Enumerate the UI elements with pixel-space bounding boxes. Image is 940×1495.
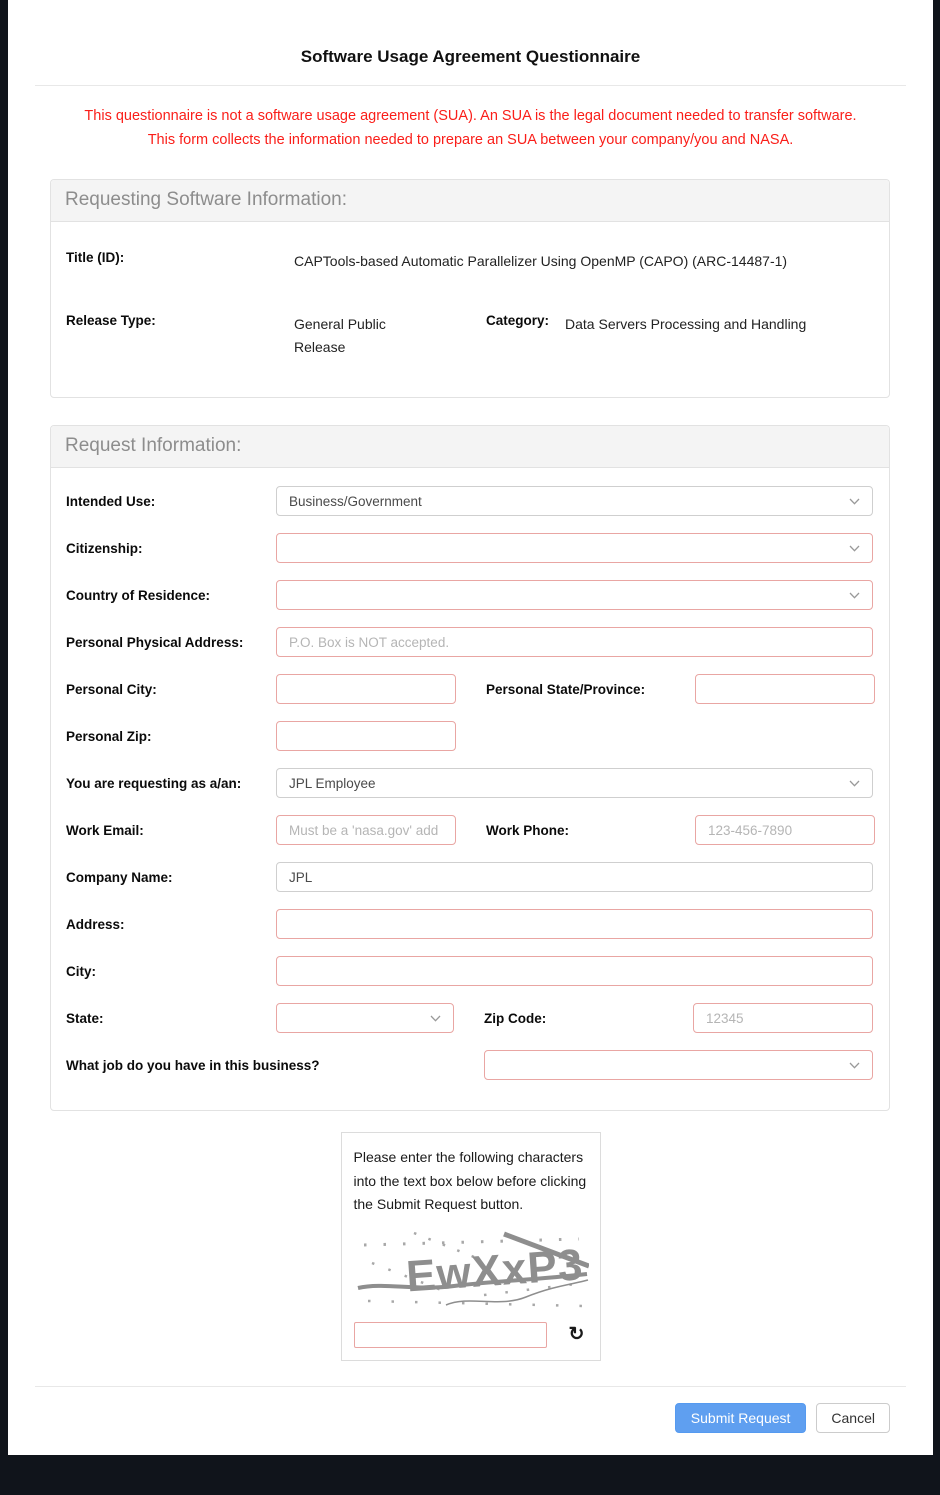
personal-zip-row	[66, 721, 873, 751]
work-phone-input[interactable]	[695, 815, 875, 845]
citizenship-row	[66, 533, 873, 563]
personal-state-input[interactable]	[695, 674, 875, 704]
citizenship-label: Citizenship:	[66, 540, 143, 556]
work-email-input[interactable]	[276, 815, 456, 845]
divider	[35, 1386, 906, 1387]
captcha-entry-row	[354, 1322, 588, 1348]
company-name-row	[66, 862, 873, 892]
requesting-as-label: You are requesting as a/an:	[66, 775, 242, 791]
state-zip-row	[66, 1003, 873, 1033]
divider	[35, 85, 906, 86]
personal-city-input[interactable]	[276, 674, 456, 704]
intended-use-value: Business/Government	[289, 493, 422, 509]
warning-line-1: This questionnaire is not a software usage agreement (SUA). An SUA is the legal document needed to transfer software.	[84, 108, 857, 124]
intended-use-select[interactable]	[276, 486, 873, 516]
request-info-section	[50, 425, 890, 1111]
personal-address-input[interactable]	[276, 627, 873, 657]
cancel-button[interactable]: Cancel	[816, 1403, 890, 1433]
address-input[interactable]	[276, 909, 873, 939]
city-label: City:	[66, 963, 96, 979]
personal-city-label: Personal City:	[66, 681, 157, 697]
city-row	[66, 956, 873, 986]
category-label: Category:	[486, 313, 550, 328]
personal-state-label: Personal State/Province:	[486, 681, 646, 697]
intended-use-label: Intended Use:	[66, 493, 156, 509]
chevron-down-icon	[849, 1062, 860, 1069]
state-select[interactable]	[276, 1003, 454, 1033]
title-id-value: CAPTools-based Automatic Parallelizer Using OpenMP (CAPO) (ARC-14487-1)	[294, 253, 788, 269]
country-of-residence-label: Country of Residence:	[66, 587, 211, 603]
personal-address-row	[66, 627, 873, 657]
warning-message	[8, 104, 933, 152]
category-value: Data Servers Processing and Handling	[565, 316, 807, 332]
job-label: What job do you have in this business?	[66, 1057, 320, 1073]
release-type-row	[66, 313, 874, 359]
title-id-label: Title (ID):	[66, 250, 125, 265]
address-row	[66, 909, 873, 939]
captcha-instructions: Please enter the following characters into the text box below before clicking the Submit Request button.	[353, 1149, 587, 1212]
chevron-down-icon	[849, 592, 860, 599]
work-email-label: Work Email:	[66, 822, 144, 838]
software-info-body	[51, 222, 889, 397]
city-input[interactable]	[276, 956, 873, 986]
company-name-input[interactable]	[276, 862, 873, 892]
chevron-down-icon	[849, 780, 860, 787]
personal-zip-input[interactable]	[276, 721, 456, 751]
form-page	[8, 0, 933, 1455]
personal-address-label: Personal Physical Address:	[66, 634, 244, 650]
submit-request-button[interactable]: Submit Request	[675, 1403, 807, 1433]
captcha-image	[354, 1225, 588, 1316]
captcha-input[interactable]	[354, 1322, 547, 1348]
software-info-header: Requesting Software Information:	[51, 180, 889, 222]
intended-use-row	[66, 486, 873, 516]
page-title: Software Usage Agreement Questionnaire	[300, 47, 641, 66]
requesting-as-select[interactable]	[276, 768, 873, 798]
requesting-as-value: JPL Employee	[289, 775, 376, 791]
title-id-row	[66, 250, 874, 273]
zip-code-label: Zip Code:	[484, 1010, 547, 1026]
citizenship-select[interactable]	[276, 533, 873, 563]
requesting-as-row	[66, 768, 873, 798]
chevron-down-icon	[430, 1015, 441, 1022]
company-name-label: Company Name:	[66, 869, 173, 885]
country-of-residence-row	[66, 580, 873, 610]
refresh-icon[interactable]: ↻	[568, 1324, 585, 1345]
chevron-down-icon	[849, 545, 860, 552]
personal-city-state-row	[66, 674, 873, 704]
release-type-value: General Public Release	[294, 316, 386, 355]
personal-zip-label: Personal Zip:	[66, 728, 152, 744]
address-label: Address:	[66, 916, 125, 932]
software-info-section	[50, 179, 890, 398]
captcha-characters: EwXxP3	[404, 1239, 585, 1301]
captcha-box	[341, 1132, 601, 1361]
chevron-down-icon	[849, 498, 860, 505]
job-row	[66, 1050, 873, 1080]
action-buttons	[8, 1403, 890, 1433]
request-info-header: Request Information:	[51, 426, 889, 468]
job-select[interactable]	[484, 1050, 873, 1080]
zip-code-input[interactable]	[693, 1003, 873, 1033]
work-phone-label: Work Phone:	[486, 822, 570, 838]
work-email-phone-row	[66, 815, 873, 845]
state-label: State:	[66, 1010, 104, 1026]
release-type-label: Release Type:	[66, 313, 156, 328]
warning-line-2: This form collects the information needed to prepare an SUA between your company/you and NASA.	[147, 132, 794, 148]
country-of-residence-select[interactable]	[276, 580, 873, 610]
request-info-body	[51, 468, 889, 1110]
